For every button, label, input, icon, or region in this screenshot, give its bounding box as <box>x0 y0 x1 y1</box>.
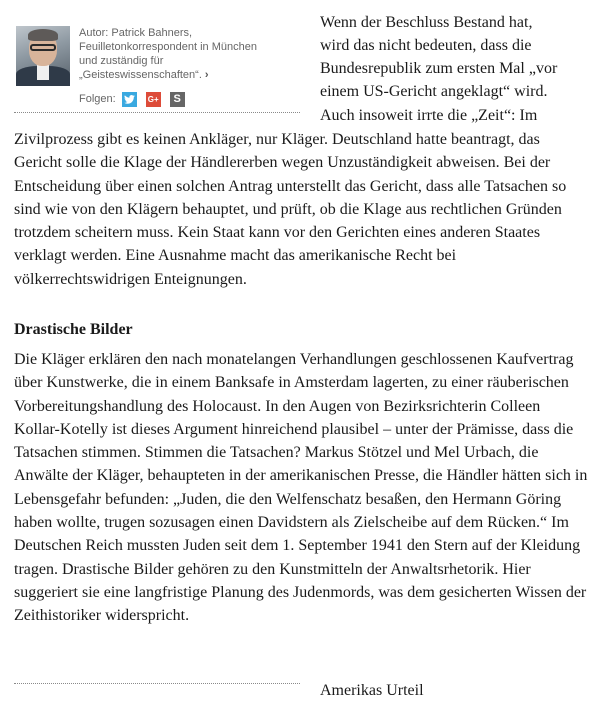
author-role-3[interactable]: „Geisteswissenschaften“. › <box>79 69 209 81</box>
lead-line-4: einem US-Gericht angeklagt“ wird. <box>320 83 548 100</box>
author-role-1: Feuilletonkorrespondent in München <box>79 41 257 53</box>
lead-line-2: wird das nicht bedeuten, dass die <box>320 37 532 54</box>
lead-line-1: Wenn der Beschluss Bestand hat, <box>320 14 533 31</box>
author-box <box>14 16 300 113</box>
author-info <box>79 26 299 82</box>
paragraph-2: Die Kläger erklären den nach monatelangen Verhandlungen geschlossenen Kaufvertrag über Kunstwerke, die in einem Banksafe in Amsterdam lagerten, zu einer räuberischen Vorbereitungshandlung des Holocaust. In den Augen von Bezirksrichterin Colleen Kollar-Kotelly ist dieses Argument hinreichend plausibel – unter der Prämisse, dass die Tatsachen stimmen. Stimmen die Tatsachen? Markus Stötzel und Mel Urbach, die Anwälte der Kläger, behaupteten in der amerikanischen Presse, die Händler hätten sich in Lebensgefahr befunden: „Juden, die den Welfenschatz besaßen, den Hermann Göring haben wollte, trugen sozusagen einen Davidstern als Zielscheibe auf dem Rücken.“ Im Deutschen Reich mussten Juden seit dem 1. September 1941 den Stern auf der Kleidung tragen. Drastische Bilder gehören zu den Kunstmitteln der Anwaltsrhetorik. Hier suggeriert sie eine langfristige Planung des Judenmords, was dem gesicherten Wissen der Zeithistoriker widerspricht. <box>14 351 588 625</box>
subheading: Drastische Bilder <box>14 321 133 338</box>
author-role-2: und zuständig für <box>79 55 164 67</box>
more-arrow-icon[interactable]: › <box>204 69 209 81</box>
follow-bar <box>79 91 194 107</box>
divider <box>14 683 300 684</box>
next-heading-peek: Amerikas Urteil <box>320 682 424 699</box>
paragraph-1: Zivilprozess gibt es keinen Ankläger, nur Kläger. Deutschland hatte beantragt, das Gericht solle die Klage der Händlererben wegen Unzuständigkeit abweisen. Bei der Entscheidung über einen solchen Antrag unterstellt das Gericht, dass alle Tatsachen so sind wie von den Klägern behauptet, und prüft, ob die Klage aus rechtlichen Gründen trotzdem scheitern muss. Kein Staat kann vor den Gerichten eines anderen Staates verklagt werden. Eine Ausnahme macht das amerikanische Recht bei völkerrechtswidrigen Enteignungen. <box>14 131 567 288</box>
author-name[interactable]: Autor: Patrick Bahners, <box>79 27 193 39</box>
lead-line-3: Bundesrepublik zum ersten Mal „vor <box>320 60 558 77</box>
author-avatar[interactable] <box>16 26 70 80</box>
feed-icon[interactable]: S <box>170 92 185 107</box>
follow-label: Folgen: <box>79 93 116 105</box>
twitter-icon[interactable] <box>122 92 137 107</box>
google-plus-icon[interactable]: G+ <box>146 92 161 107</box>
lead-line-5: Auch insoweit irrte die „Zeit“: Im <box>320 107 538 124</box>
